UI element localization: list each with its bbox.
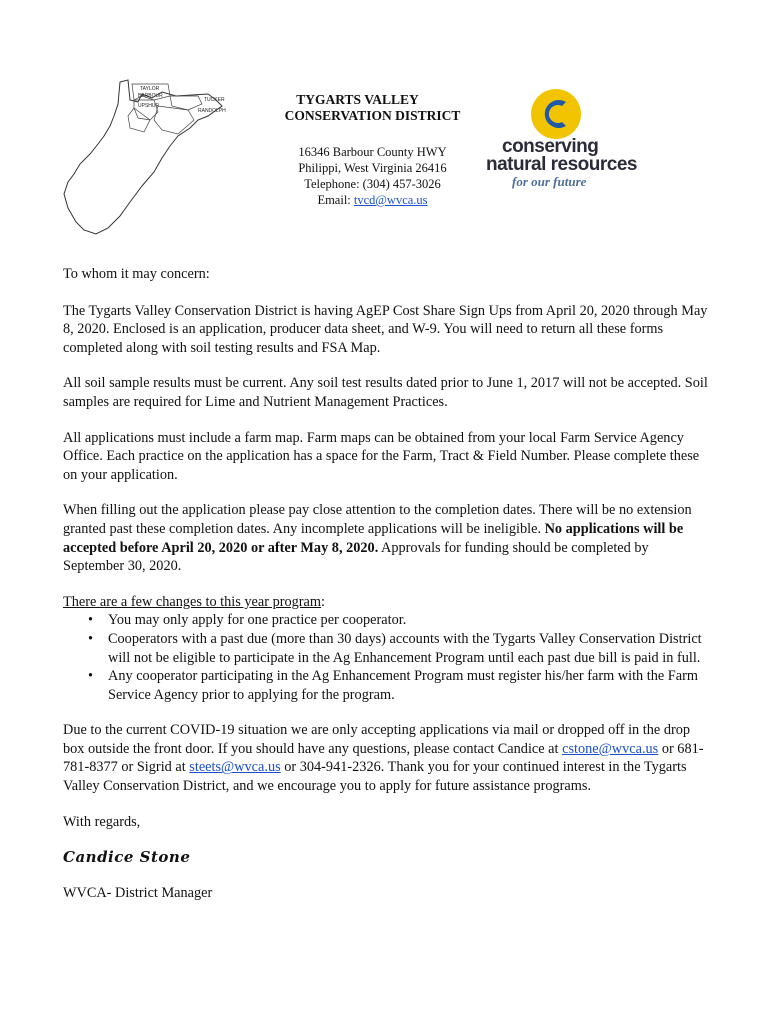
map-label-barbour: BARBOUR	[138, 93, 163, 99]
completion-text-a: When filling out the application please pay close attention to the completion dates. There will be no extension granted past these completion dates. Any incomplete applications will be ineligible.	[63, 502, 692, 537]
telephone: Telephone: (304) 457-3026	[304, 177, 441, 191]
greeting: To whom it may concern:	[63, 266, 210, 282]
map-label-tucker: TUCKER	[204, 97, 225, 103]
logo-text-conserving: conserving	[502, 136, 599, 157]
letterhead	[270, 92, 475, 208]
address-city: Philippi, West Virginia 26416	[298, 161, 447, 175]
paragraph-soil-samples: All soil sample results must be current. Any soil test results dated prior to June 1, 2017 will not be accepted. Soil samples are required for Lime and Nutrient Management Practices.	[63, 375, 708, 410]
list-item: • You may only apply for one practice per cooperator.	[108, 611, 708, 630]
signature: Candice Stone	[63, 848, 191, 867]
paragraph-signups: The Tygarts Valley Conservation District is having AgEP Cost Share Sign Ups from April 20, 2020 through May 8, 2020. Enclosed is an application, producer data sheet, and W-9. You will need to return all these forms completed along with soil testing results and FSA Map.	[63, 302, 708, 356]
changes-title: There are a few changes to this year program	[63, 593, 322, 610]
logo-c-icon	[526, 86, 586, 142]
list-item: • Any cooperator participating in the Ag Enhancement Program must register his/her farm with the Farm Service Agency prior to applying for the program.	[108, 667, 708, 704]
email-line	[270, 192, 475, 208]
email-link[interactable]: tvcd@wvca.us	[353, 193, 428, 207]
completion-deadline-bold: No applications will be accepted before April 20, 2020 or after May 8, 2020.	[63, 520, 684, 556]
org-name-line1: TYGARTS VALLEY	[296, 92, 419, 107]
paragraph-completion-dates	[63, 501, 708, 575]
email-link-cstone[interactable]: cstone@wvca.us	[562, 740, 659, 757]
west-virginia-map	[58, 76, 240, 244]
conserving-natural-resources-logo	[484, 86, 637, 196]
email-label: Email:	[317, 193, 354, 207]
logo-text-tagline: for our future	[512, 174, 587, 189]
paragraph-covid-contact	[63, 721, 708, 795]
map-label-taylor: TAYLOR	[140, 86, 160, 92]
covid-text-c: or 304-941-2326. Thank you for your continued interest in the Tygarts Valley Conservation District, and we encourage you to apply for future assistance programs.	[63, 759, 687, 795]
changes-colon: :	[321, 593, 325, 610]
map-label-upshur: UPSHUR	[138, 103, 160, 109]
covid-text-a: Due to the current COVID-19 situation we are only accepting applications via mail or dropped off in the drop box outside the front door. If you should have any questions, please contact Candice at	[63, 722, 691, 757]
map-label-randolph: RANDOLPH	[198, 108, 226, 114]
list-item: • Cooperators with a past due (more than 30 days) accounts with the Tygarts Valley Conservation District will not be eligible to participate in the Ag Enhancement Program until each past due bill is paid in full.	[108, 630, 708, 667]
county-upshur	[128, 108, 150, 132]
logo-text-natural-resources: natural resources	[486, 154, 637, 175]
email-link-steets[interactable]: steets@wvca.us	[189, 759, 281, 776]
changes-list	[63, 611, 708, 704]
letter-body	[63, 265, 708, 919]
org-name-line2: CONSERVATION DISTRICT	[284, 108, 461, 123]
covid-text-b: or 681-781-8377 or Sigrid at	[63, 740, 704, 776]
completion-text-b: Approvals for funding should be completed by September 30, 2020.	[63, 539, 649, 575]
signer-title: WVCA- District Manager	[63, 884, 213, 901]
address-street: 16346 Barbour County HWY	[298, 145, 447, 159]
changes-heading	[63, 593, 708, 612]
address-block	[270, 144, 475, 208]
closing: With regards,	[63, 813, 141, 830]
paragraph-farm-map: All applications must include a farm map. Farm maps can be obtained from your local Farm Service Agency Office. Each practice on the application has a space for the Farm, Tract & Field Number. Please complete these on your application.	[63, 429, 700, 483]
